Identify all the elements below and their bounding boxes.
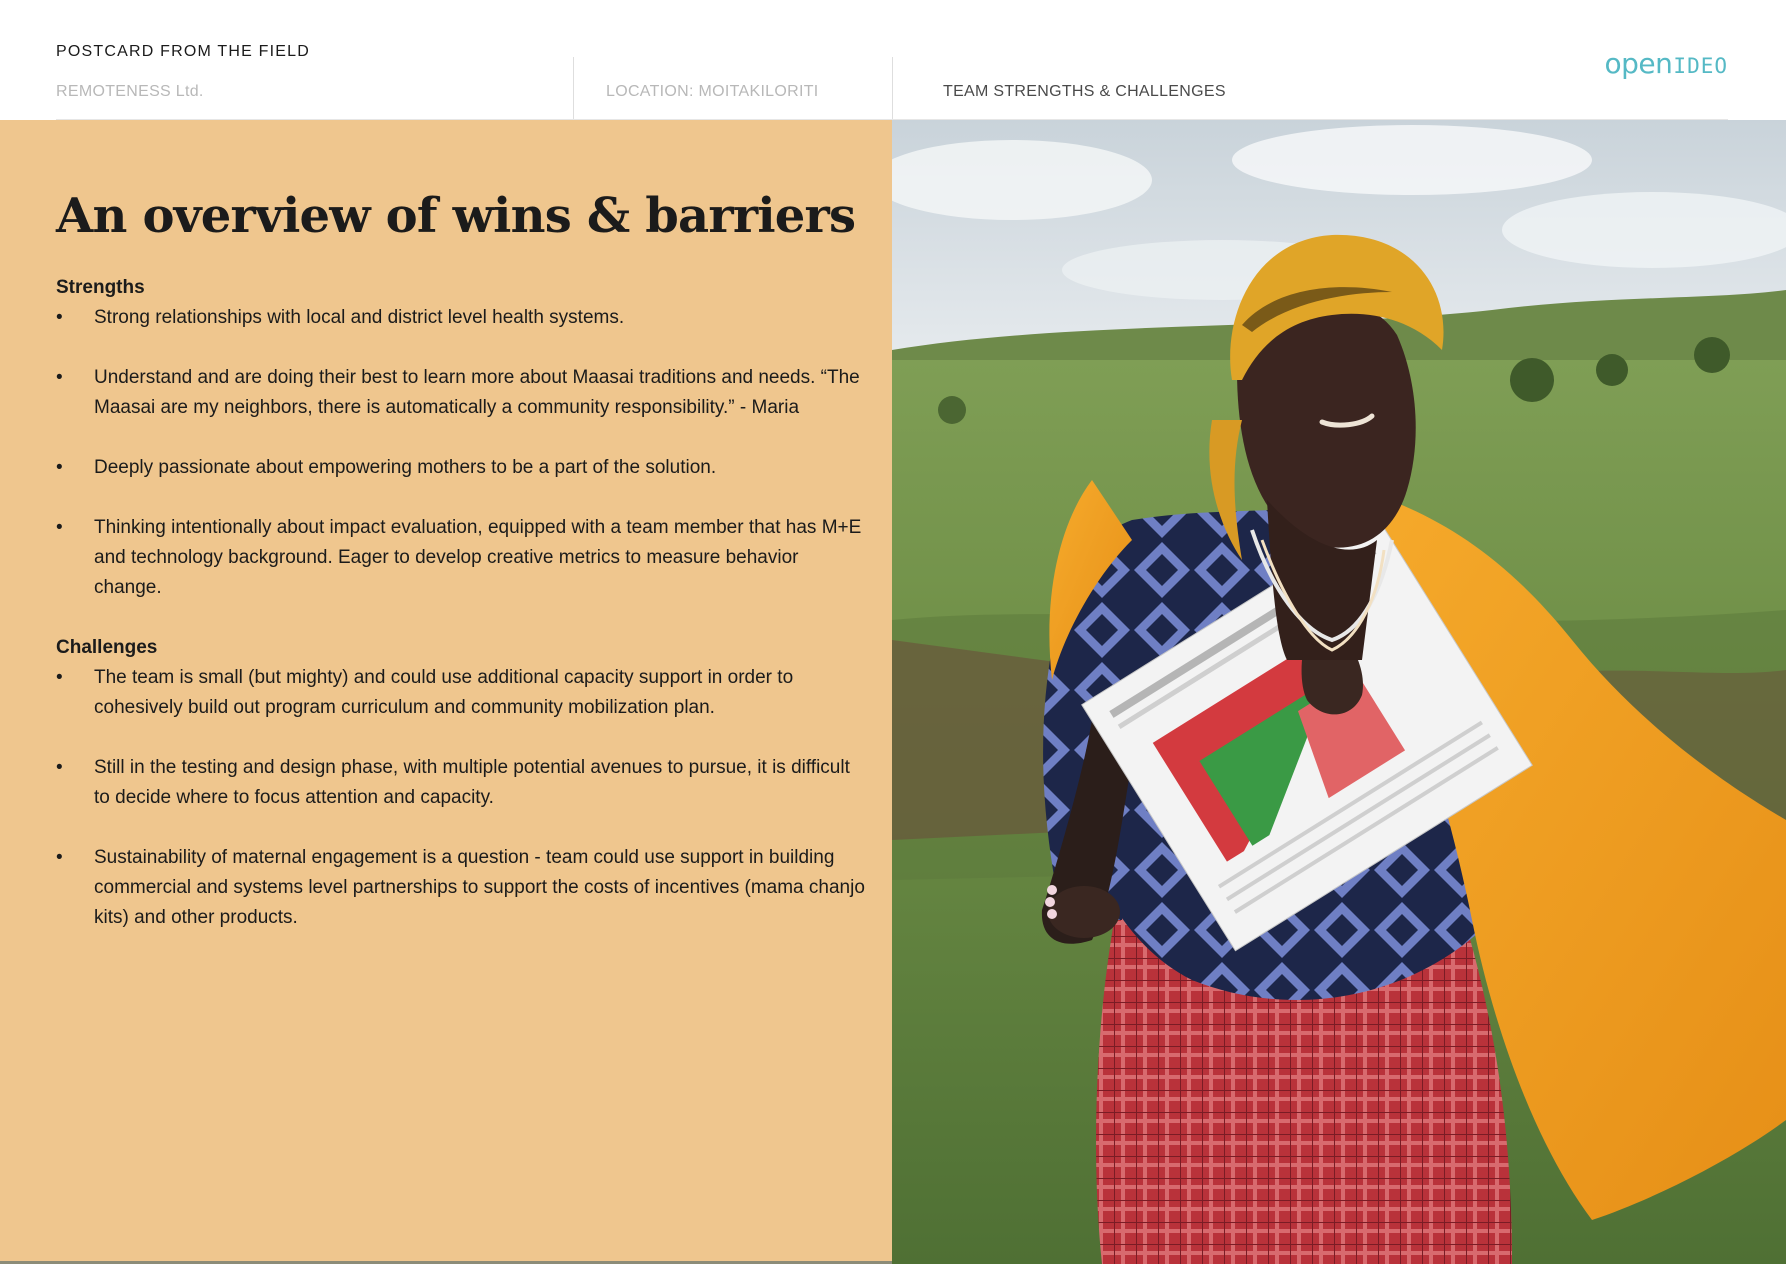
challenges-heading: Challenges: [56, 637, 158, 658]
logo-ideo-text: IDEO: [1673, 54, 1728, 78]
bullet-icon: •: [56, 847, 63, 868]
list-item-text: Still in the testing and design phase, with multiple potential avenues to pursue, it is difficult to decide where to focus attention and capacity.: [94, 757, 850, 808]
list-item: [56, 753, 868, 813]
page-title: An overview of wins & barriers: [56, 188, 856, 244]
bullet-icon: •: [56, 757, 63, 778]
list-item: [56, 843, 868, 933]
list-item-text: Strong relationships with local and district level health systems.: [94, 307, 625, 328]
list-item-text: Understand and are doing their best to learn more about Maasai traditions and needs. “The Maasai are my neighbors, there is automatically a community responsibility.” - Maria: [94, 367, 860, 418]
challenges-list: [56, 663, 865, 933]
list-item-text: Deeply passionate about empowering mothers to be a part of the solution.: [94, 457, 717, 478]
page-header: [0, 0, 1786, 120]
header-divider: [573, 57, 574, 120]
bullet-icon: •: [56, 367, 63, 388]
photo-illustration: [892, 120, 1786, 1264]
bullet-icon: •: [56, 307, 63, 328]
section-label: TEAM STRENGTHS & CHALLENGES: [943, 83, 1226, 100]
location-label: LOCATION: MOITAKILORITI: [606, 83, 819, 100]
strengths-list: [56, 303, 862, 603]
list-item: [56, 663, 868, 723]
content-body: [56, 273, 865, 933]
bullet-icon: •: [56, 517, 63, 538]
bullet-icon: •: [56, 457, 63, 478]
organization-name: REMOTENESS Ltd.: [56, 83, 204, 100]
list-item: [56, 363, 868, 423]
openideo-logo[interactable]: [1605, 47, 1728, 80]
strengths-heading: Strengths: [56, 277, 145, 298]
list-item-text: The team is small (but mighty) and could use additional capacity support in order to cohesively build out program curriculum and community mobilization plan.: [94, 667, 794, 718]
list-item: [56, 453, 868, 483]
list-item: [56, 513, 868, 603]
postcard-kicker: POSTCARD FROM THE FIELD: [56, 43, 310, 60]
bullet-icon: •: [56, 667, 63, 688]
field-photo: [892, 120, 1786, 1264]
content-panel: [0, 120, 892, 1264]
list-item-text: Thinking intentionally about impact evaluation, equipped with a team member that has M+E and technology background. Eager to develop creative metrics to measure behavior change.: [94, 517, 862, 598]
logo-open-text: open: [1604, 47, 1673, 80]
list-item-text: Sustainability of maternal engagement is a question - team could use support in building commercial and systems level partnerships to support the costs of incentives (mama chanjo kits) and other products.: [94, 847, 865, 928]
header-divider: [892, 57, 893, 120]
list-item: [56, 303, 868, 333]
